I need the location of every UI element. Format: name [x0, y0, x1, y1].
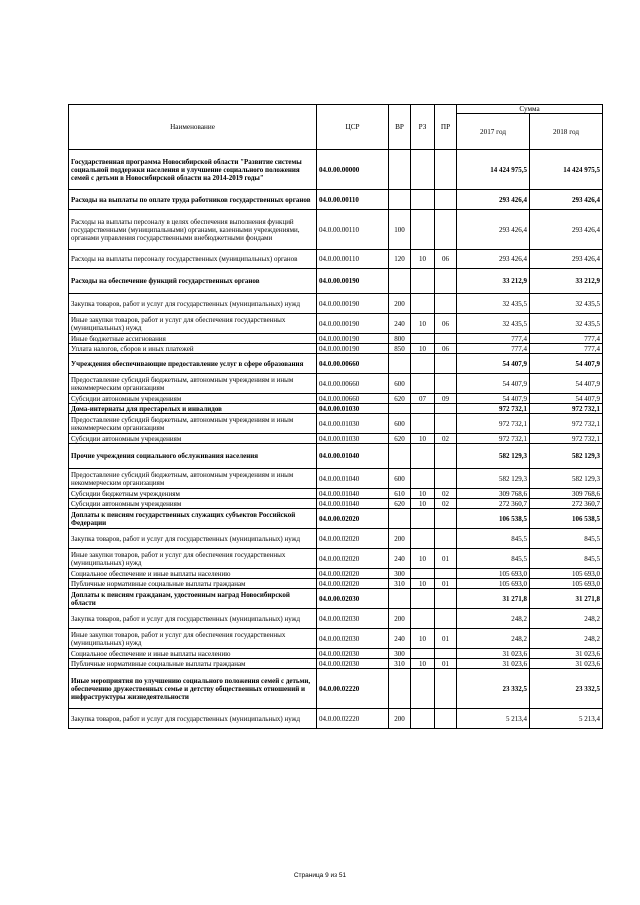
cell-vr: 120 [389, 250, 411, 269]
header-rz: РЗ [411, 105, 435, 150]
cell-sum-2017: 582 129,3 [457, 469, 530, 489]
cell-pr [435, 334, 457, 344]
cell-sum-2017: 248,2 [457, 629, 530, 649]
cell-sum-2018: 272 360,7 [530, 499, 603, 509]
cell-sum-2018: 105 693,0 [530, 569, 603, 579]
cell-rz: 10 [411, 489, 435, 499]
cell-csr: 04.0.00.00110 [317, 250, 389, 269]
cell-vr [389, 589, 411, 609]
cell-vr [389, 269, 411, 294]
cell-sum-2018: 31 023,6 [530, 659, 603, 669]
table-row [69, 444, 603, 469]
cell-sum-2017: 105 693,0 [457, 579, 530, 589]
cell-rz [411, 609, 435, 629]
cell-sum-2018: 33 212,9 [530, 269, 603, 294]
cell-csr: 04.0.00.02220 [317, 669, 389, 709]
cell-name: Учреждения обеспечивающие предоставление услуг в сфере образования [69, 354, 317, 374]
cell-sum-2017: 293 426,4 [457, 210, 530, 250]
cell-sum-2018: 5 213,4 [530, 709, 603, 729]
cell-vr [389, 509, 411, 529]
cell-pr [435, 669, 457, 709]
table-header [69, 105, 603, 150]
header-csr: ЦСР [317, 105, 389, 150]
table-row [69, 190, 603, 210]
cell-vr: 600 [389, 469, 411, 489]
cell-pr: 01 [435, 659, 457, 669]
cell-sum-2018: 54 407,9 [530, 374, 603, 394]
header-sum: Сумма [457, 105, 603, 114]
table-row [69, 250, 603, 269]
cell-name: Субсидии бюджетным учреждениям [69, 489, 317, 499]
table-row [69, 269, 603, 294]
cell-csr: 04.0.00.02020 [317, 509, 389, 529]
table-row [69, 394, 603, 404]
header-pr: ПР [435, 105, 457, 150]
cell-sum-2017: 32 435,5 [457, 314, 530, 334]
table-row [69, 649, 603, 659]
cell-vr: 800 [389, 334, 411, 344]
cell-sum-2018: 23 332,5 [530, 669, 603, 709]
cell-vr: 850 [389, 344, 411, 354]
cell-sum-2017: 31 023,6 [457, 649, 530, 659]
cell-pr [435, 649, 457, 659]
cell-sum-2017: 5 213,4 [457, 709, 530, 729]
cell-vr [389, 404, 411, 414]
cell-csr: 04.0.00.01030 [317, 414, 389, 434]
cell-name: Прочие учреждения социального обслуживания населения [69, 444, 317, 469]
cell-pr: 01 [435, 629, 457, 649]
cell-vr [389, 444, 411, 469]
table-row [69, 404, 603, 414]
cell-sum-2018: 248,2 [530, 629, 603, 649]
header-year-2018: 2018 год [530, 114, 603, 150]
cell-sum-2017: 31 271,8 [457, 589, 530, 609]
table-row [69, 499, 603, 509]
cell-csr: 04.0.00.00110 [317, 210, 389, 250]
cell-pr: 06 [435, 344, 457, 354]
cell-pr [435, 404, 457, 414]
cell-pr [435, 269, 457, 294]
table-row [69, 549, 603, 569]
cell-csr: 04.0.00.02020 [317, 529, 389, 549]
cell-sum-2018: 31 271,8 [530, 589, 603, 609]
cell-rz [411, 469, 435, 489]
cell-sum-2017: 972 732,1 [457, 404, 530, 414]
cell-sum-2018: 972 732,1 [530, 404, 603, 414]
cell-rz [411, 404, 435, 414]
cell-rz: 10 [411, 250, 435, 269]
cell-vr: 620 [389, 499, 411, 509]
cell-rz [411, 294, 435, 314]
cell-sum-2018: 248,2 [530, 609, 603, 629]
cell-vr: 200 [389, 709, 411, 729]
cell-name: Уплата налогов, сборов и иных платежей [69, 344, 317, 354]
cell-rz [411, 269, 435, 294]
cell-name: Расходы на выплаты по оплате труда работников государственных органов [69, 190, 317, 210]
cell-name: Расходы на обеспечение функций государственных органов [69, 269, 317, 294]
cell-rz [411, 334, 435, 344]
cell-vr: 310 [389, 659, 411, 669]
cell-csr: 04.0.00.00660 [317, 354, 389, 374]
cell-sum-2017: 272 360,7 [457, 499, 530, 509]
cell-sum-2018: 31 023,6 [530, 649, 603, 659]
cell-pr: 06 [435, 250, 457, 269]
cell-csr: 04.0.00.01030 [317, 404, 389, 414]
cell-pr [435, 190, 457, 210]
cell-rz: 10 [411, 314, 435, 334]
cell-csr: 04.0.00.01040 [317, 489, 389, 499]
cell-csr: 04.0.00.02030 [317, 629, 389, 649]
cell-pr [435, 210, 457, 250]
cell-rz: 10 [411, 549, 435, 569]
cell-vr [389, 190, 411, 210]
table-row [69, 709, 603, 729]
cell-sum-2017: 14 424 975,5 [457, 150, 530, 190]
cell-name: Социальное обеспечение и иные выплаты населению [69, 569, 317, 579]
cell-pr [435, 414, 457, 434]
table-row [69, 579, 603, 589]
cell-name: Предоставление субсидий бюджетным, автономным учреждениям и иным некоммерческим организациям [69, 374, 317, 394]
cell-name: Социальное обеспечение и иные выплаты населению [69, 649, 317, 659]
cell-name: Субсидии автономным учреждениям [69, 434, 317, 444]
table-row [69, 589, 603, 609]
cell-sum-2017: 54 407,9 [457, 374, 530, 394]
cell-csr: 04.0.00.00190 [317, 269, 389, 294]
table-row [69, 489, 603, 499]
budget-table [68, 104, 603, 729]
cell-vr: 300 [389, 649, 411, 659]
cell-vr [389, 354, 411, 374]
cell-sum-2017: 293 426,4 [457, 250, 530, 269]
cell-sum-2018: 309 768,6 [530, 489, 603, 499]
cell-sum-2018: 54 407,9 [530, 354, 603, 374]
cell-csr: 04.0.00.01040 [317, 469, 389, 489]
cell-pr [435, 589, 457, 609]
cell-rz: 10 [411, 434, 435, 444]
cell-csr: 04.0.00.02030 [317, 609, 389, 629]
cell-pr [435, 444, 457, 469]
cell-name: Государственная программа Новосибирской области "Развитие системы социальной поддержки населения и улучшение социального положения семей с детьми в Новосибирской области на 2014-2019 годы" [69, 150, 317, 190]
cell-sum-2017: 972 732,1 [457, 414, 530, 434]
cell-pr [435, 709, 457, 729]
cell-vr: 240 [389, 314, 411, 334]
cell-rz [411, 210, 435, 250]
cell-sum-2017: 309 768,6 [457, 489, 530, 499]
cell-sum-2017: 33 212,9 [457, 269, 530, 294]
cell-sum-2018: 32 435,5 [530, 314, 603, 334]
cell-sum-2017: 54 407,9 [457, 394, 530, 404]
cell-csr: 04.0.00.00190 [317, 314, 389, 334]
cell-sum-2017: 972 732,1 [457, 434, 530, 444]
cell-sum-2017: 32 435,5 [457, 294, 530, 314]
cell-name: Иные закупки товаров, работ и услуг для обеспечения государственных (муниципальных) нужд [69, 314, 317, 334]
cell-rz: 10 [411, 344, 435, 354]
cell-csr: 04.0.00.01040 [317, 444, 389, 469]
cell-csr: 04.0.00.00190 [317, 334, 389, 344]
cell-rz [411, 150, 435, 190]
cell-pr [435, 609, 457, 629]
header-name: Наименование [69, 105, 317, 150]
cell-vr [389, 669, 411, 709]
cell-rz: 07 [411, 394, 435, 404]
cell-sum-2018: 106 538,5 [530, 509, 603, 529]
cell-csr: 04.0.00.00000 [317, 150, 389, 190]
cell-vr: 200 [389, 529, 411, 549]
cell-csr: 04.0.00.02030 [317, 649, 389, 659]
cell-sum-2018: 777,4 [530, 344, 603, 354]
cell-sum-2018: 54 407,9 [530, 394, 603, 404]
cell-pr: 02 [435, 434, 457, 444]
cell-sum-2018: 972 732,1 [530, 414, 603, 434]
cell-name: Доплаты к пенсиям государственных служащих субъектов Российской Федерации [69, 509, 317, 529]
cell-vr: 240 [389, 549, 411, 569]
table-row [69, 669, 603, 709]
cell-name: Субсидии автономным учреждениям [69, 394, 317, 404]
cell-vr: 600 [389, 374, 411, 394]
cell-vr: 240 [389, 629, 411, 649]
cell-sum-2018: 293 426,4 [530, 190, 603, 210]
cell-vr: 310 [389, 579, 411, 589]
cell-vr: 620 [389, 434, 411, 444]
header-vr: ВР [389, 105, 411, 150]
cell-rz [411, 190, 435, 210]
cell-sum-2017: 293 426,4 [457, 190, 530, 210]
cell-pr: 06 [435, 314, 457, 334]
cell-name: Публичные нормативные социальные выплаты гражданам [69, 659, 317, 669]
cell-name: Иные закупки товаров, работ и услуг для обеспечения государственных (муниципальных) нужд [69, 629, 317, 649]
cell-name: Предоставление субсидий бюджетным, автономным учреждениям и иным некоммерческим организациям [69, 469, 317, 489]
cell-rz [411, 649, 435, 659]
cell-name: Закупка товаров, работ и услуг для государственных (муниципальных) нужд [69, 709, 317, 729]
cell-csr: 04.0.00.01040 [317, 499, 389, 509]
cell-sum-2018: 105 693,0 [530, 579, 603, 589]
table-row [69, 569, 603, 579]
cell-pr [435, 469, 457, 489]
cell-pr [435, 569, 457, 579]
table-row [69, 509, 603, 529]
table-row [69, 344, 603, 354]
table-row [69, 314, 603, 334]
cell-sum-2018: 845,5 [530, 549, 603, 569]
cell-csr: 04.0.00.00660 [317, 394, 389, 404]
cell-sum-2017: 248,2 [457, 609, 530, 629]
cell-csr: 04.0.00.00660 [317, 374, 389, 394]
cell-name: Расходы на выплаты персоналу государственных (муниципальных) органов [69, 250, 317, 269]
cell-rz [411, 444, 435, 469]
cell-rz [411, 709, 435, 729]
cell-rz [411, 529, 435, 549]
cell-csr: 04.0.00.02020 [317, 549, 389, 569]
cell-sum-2018: 14 424 975,5 [530, 150, 603, 190]
cell-rz [411, 569, 435, 579]
cell-pr [435, 354, 457, 374]
cell-sum-2017: 777,4 [457, 344, 530, 354]
table-row [69, 629, 603, 649]
cell-vr: 200 [389, 294, 411, 314]
cell-pr [435, 150, 457, 190]
cell-sum-2017: 105 693,0 [457, 569, 530, 579]
table-row [69, 294, 603, 314]
cell-csr: 04.0.00.02020 [317, 579, 389, 589]
cell-vr: 610 [389, 489, 411, 499]
cell-csr: 04.0.00.02030 [317, 659, 389, 669]
cell-name: Предоставление субсидий бюджетным, автономным учреждениям и иным некоммерческим организациям [69, 414, 317, 434]
cell-sum-2018: 293 426,4 [530, 210, 603, 250]
table-row [69, 374, 603, 394]
cell-rz: 10 [411, 629, 435, 649]
cell-sum-2018: 293 426,4 [530, 250, 603, 269]
cell-name: Закупка товаров, работ и услуг для государственных (муниципальных) нужд [69, 294, 317, 314]
cell-rz: 10 [411, 659, 435, 669]
cell-sum-2018: 845,5 [530, 529, 603, 549]
cell-name: Закупка товаров, работ и услуг для государственных (муниципальных) нужд [69, 609, 317, 629]
cell-rz [411, 354, 435, 374]
cell-name: Доплаты к пенсиям гражданам, удостоенным наград Новосибирской области [69, 589, 317, 609]
cell-rz [411, 509, 435, 529]
cell-name: Дома-интернаты для престарелых и инвалидов [69, 404, 317, 414]
cell-vr: 600 [389, 414, 411, 434]
cell-rz [411, 414, 435, 434]
cell-vr: 200 [389, 609, 411, 629]
cell-vr: 300 [389, 569, 411, 579]
cell-csr: 04.0.00.00110 [317, 190, 389, 210]
cell-csr: 04.0.00.02020 [317, 569, 389, 579]
cell-vr [389, 150, 411, 190]
cell-pr: 02 [435, 489, 457, 499]
cell-pr [435, 294, 457, 314]
cell-name: Иные мероприятия по улучшению социального положения семей с детьми, обеспечению дружественных семье и детству общественных отношений и инфраструктуры жизнедеятельности [69, 669, 317, 709]
cell-name: Иные бюджетные ассигнования [69, 334, 317, 344]
cell-name: Публичные нормативные социальные выплаты гражданам [69, 579, 317, 589]
cell-sum-2017: 106 538,5 [457, 509, 530, 529]
header-year-2017: 2017 год [457, 114, 530, 150]
table-row [69, 150, 603, 190]
cell-rz [411, 589, 435, 609]
cell-sum-2017: 845,5 [457, 529, 530, 549]
table-row [69, 354, 603, 374]
table-row [69, 414, 603, 434]
table-body [69, 150, 603, 729]
page-number: Страница 9 из 51 [293, 872, 347, 879]
cell-csr: 04.0.00.00190 [317, 294, 389, 314]
cell-sum-2017: 54 407,9 [457, 354, 530, 374]
cell-sum-2017: 777,4 [457, 334, 530, 344]
cell-csr: 04.0.00.02030 [317, 589, 389, 609]
cell-csr: 04.0.00.00190 [317, 344, 389, 354]
cell-name: Иные закупки товаров, работ и услуг для обеспечения государственных (муниципальных) нужд [69, 549, 317, 569]
cell-pr: 01 [435, 579, 457, 589]
cell-sum-2018: 972 732,1 [530, 434, 603, 444]
cell-sum-2017: 582 129,3 [457, 444, 530, 469]
table-row [69, 659, 603, 669]
cell-sum-2017: 31 023,6 [457, 659, 530, 669]
cell-rz [411, 374, 435, 394]
cell-sum-2018: 582 129,3 [530, 444, 603, 469]
cell-sum-2018: 777,4 [530, 334, 603, 344]
table-row [69, 434, 603, 444]
cell-pr [435, 529, 457, 549]
cell-pr: 02 [435, 499, 457, 509]
table-row [69, 334, 603, 344]
cell-sum-2017: 845,5 [457, 549, 530, 569]
cell-pr [435, 509, 457, 529]
cell-vr: 620 [389, 394, 411, 404]
table-row [69, 609, 603, 629]
cell-pr [435, 374, 457, 394]
cell-csr: 04.0.00.02220 [317, 709, 389, 729]
table-row [69, 529, 603, 549]
table-row [69, 469, 603, 489]
cell-pr: 01 [435, 549, 457, 569]
cell-rz: 10 [411, 579, 435, 589]
table-row [69, 210, 603, 250]
cell-name: Субсидии автономным учреждениям [69, 499, 317, 509]
cell-pr: 09 [435, 394, 457, 404]
cell-rz [411, 669, 435, 709]
cell-sum-2018: 32 435,5 [530, 294, 603, 314]
cell-name: Закупка товаров, работ и услуг для государственных (муниципальных) нужд [69, 529, 317, 549]
cell-vr: 100 [389, 210, 411, 250]
cell-csr: 04.0.00.01030 [317, 434, 389, 444]
cell-sum-2018: 582 129,3 [530, 469, 603, 489]
cell-sum-2017: 23 332,5 [457, 669, 530, 709]
cell-name: Расходы на выплаты персоналу в целях обеспечения выполнения функций государственными (муниципальными) органами, казенными учреждениями, органами управления государственными внебюджетными фондами [69, 210, 317, 250]
cell-rz: 10 [411, 499, 435, 509]
